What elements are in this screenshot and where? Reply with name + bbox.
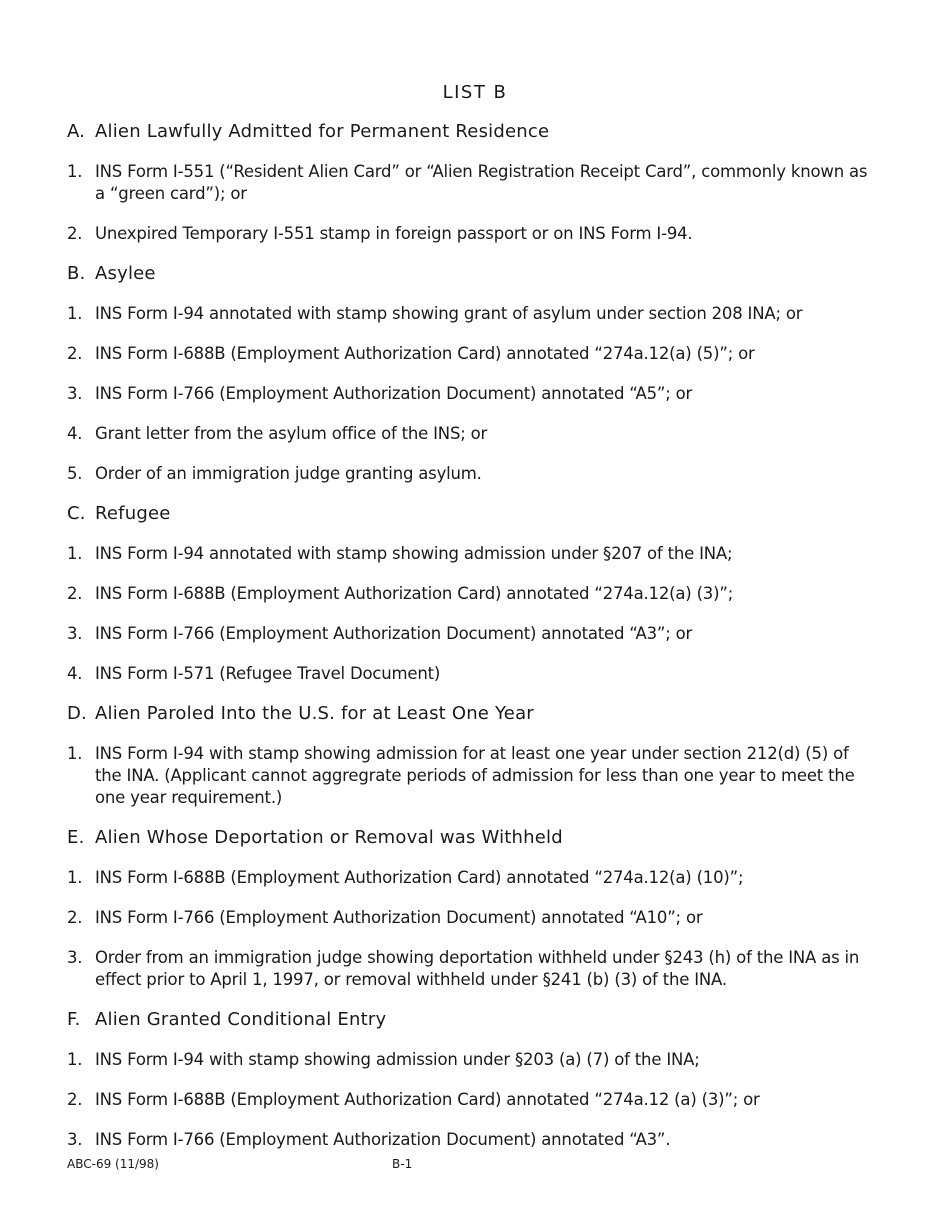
item-number: 1. [67,744,83,763]
page-title: LIST B [442,82,508,103]
list-item [67,907,877,929]
item-text: INS Form I-94 with stamp showing admission for at least one year under section 212(d) (5) of the INA. (Applicant cannot aggregrate periods of admission for less than one year to meet the one year requirement.) [95,744,855,807]
section-heading [67,1009,877,1031]
list-item [67,623,877,645]
section-heading [67,263,877,285]
item-number: 5. [67,464,83,483]
item-text: INS Form I-571 (Refugee Travel Document) [95,664,441,683]
document-body [67,121,877,1169]
item-number: 3. [67,1130,83,1149]
list-item [67,303,877,325]
section-letter: B. [67,263,86,284]
section-letter: A. [67,121,86,142]
item-text: Grant letter from the asylum office of the INS; or [95,424,488,443]
item-number: 2. [67,1090,83,1109]
item-number: 3. [67,624,83,643]
section-title: Alien Paroled Into the U.S. for at Least One Year [95,703,534,724]
item-text: INS Form I-688B (Employment Authorization Card) annotated “274a.12 (a) (3)”; or [95,1090,760,1109]
item-text: Unexpired Temporary I-551 stamp in foreign passport or on INS Form I-94. [95,224,693,243]
list-item [67,663,877,685]
item-text: INS Form I-688B (Employment Authorization Card) annotated “274a.12(a) (5)”; or [95,344,755,363]
item-text: Order from an immigration judge showing deportation withheld under §243 (h) of the INA as in effect prior to April 1, 1997, or removal withheld under §241 (b) (3) of the INA. [95,948,860,989]
item-number: 2. [67,344,83,363]
section-title: Alien Granted Conditional Entry [95,1009,387,1030]
item-number: 2. [67,908,83,927]
list-item [67,1049,877,1071]
list-item [67,383,877,405]
section-letter: F. [67,1009,81,1030]
item-text: INS Form I-688B (Employment Authorization Card) annotated “274a.12(a) (10)”; [95,868,744,887]
list-item [67,1129,877,1151]
section-title: Alien Whose Deportation or Removal was Withheld [95,827,563,848]
item-number: 4. [67,664,83,683]
list-item [67,1089,877,1111]
list-item [67,161,877,205]
section-heading [67,703,877,725]
list-item [67,947,877,991]
item-number: 4. [67,424,83,443]
section-title: Asylee [95,263,156,284]
item-text: INS Form I-94 with stamp showing admission under §203 (a) (7) of the INA; [95,1050,700,1069]
section-letter: D. [67,703,87,724]
page-number: B-1 [392,1157,413,1171]
list-item [67,423,877,445]
section-heading [67,827,877,849]
list-item [67,867,877,889]
list-item [67,583,877,605]
list-item [67,743,877,809]
item-text: INS Form I-766 (Employment Authorization Document) annotated “A3”. [95,1130,671,1149]
item-text: INS Form I-551 (“Resident Alien Card” or “Alien Registration Receipt Card”, commonly known as a “green card”); or [95,162,868,203]
item-number: 1. [67,304,83,323]
section-heading [67,121,877,143]
item-text: Order of an immigration judge granting asylum. [95,464,482,483]
item-number: 1. [67,1050,83,1069]
item-text: INS Form I-766 (Employment Authorization Document) annotated “A3”; or [95,624,693,643]
list-item [67,343,877,365]
item-text: INS Form I-94 annotated with stamp showing grant of asylum under section 208 INA; or [95,304,803,323]
list-item [67,463,877,485]
item-number: 2. [67,584,83,603]
form-id: ABC-69 (11/98) [67,1157,159,1171]
list-item [67,543,877,565]
section-heading [67,503,877,525]
item-number: 1. [67,868,83,887]
list-item [67,223,877,245]
item-number: 3. [67,384,83,403]
item-text: INS Form I-94 annotated with stamp showing admission under §207 of the INA; [95,544,733,563]
section-letter: C. [67,503,86,524]
item-number: 1. [67,544,83,563]
item-number: 1. [67,162,83,181]
section-letter: E. [67,827,85,848]
item-text: INS Form I-766 (Employment Authorization Document) annotated “A5”; or [95,384,693,403]
section-title: Refugee [95,503,171,524]
section-title: Alien Lawfully Admitted for Permanent Residence [95,121,550,142]
item-text: INS Form I-766 (Employment Authorization Document) annotated “A10”; or [95,908,703,927]
item-number: 2. [67,224,83,243]
item-number: 3. [67,948,83,967]
item-text: INS Form I-688B (Employment Authorization Card) annotated “274a.12(a) (3)”; [95,584,734,603]
